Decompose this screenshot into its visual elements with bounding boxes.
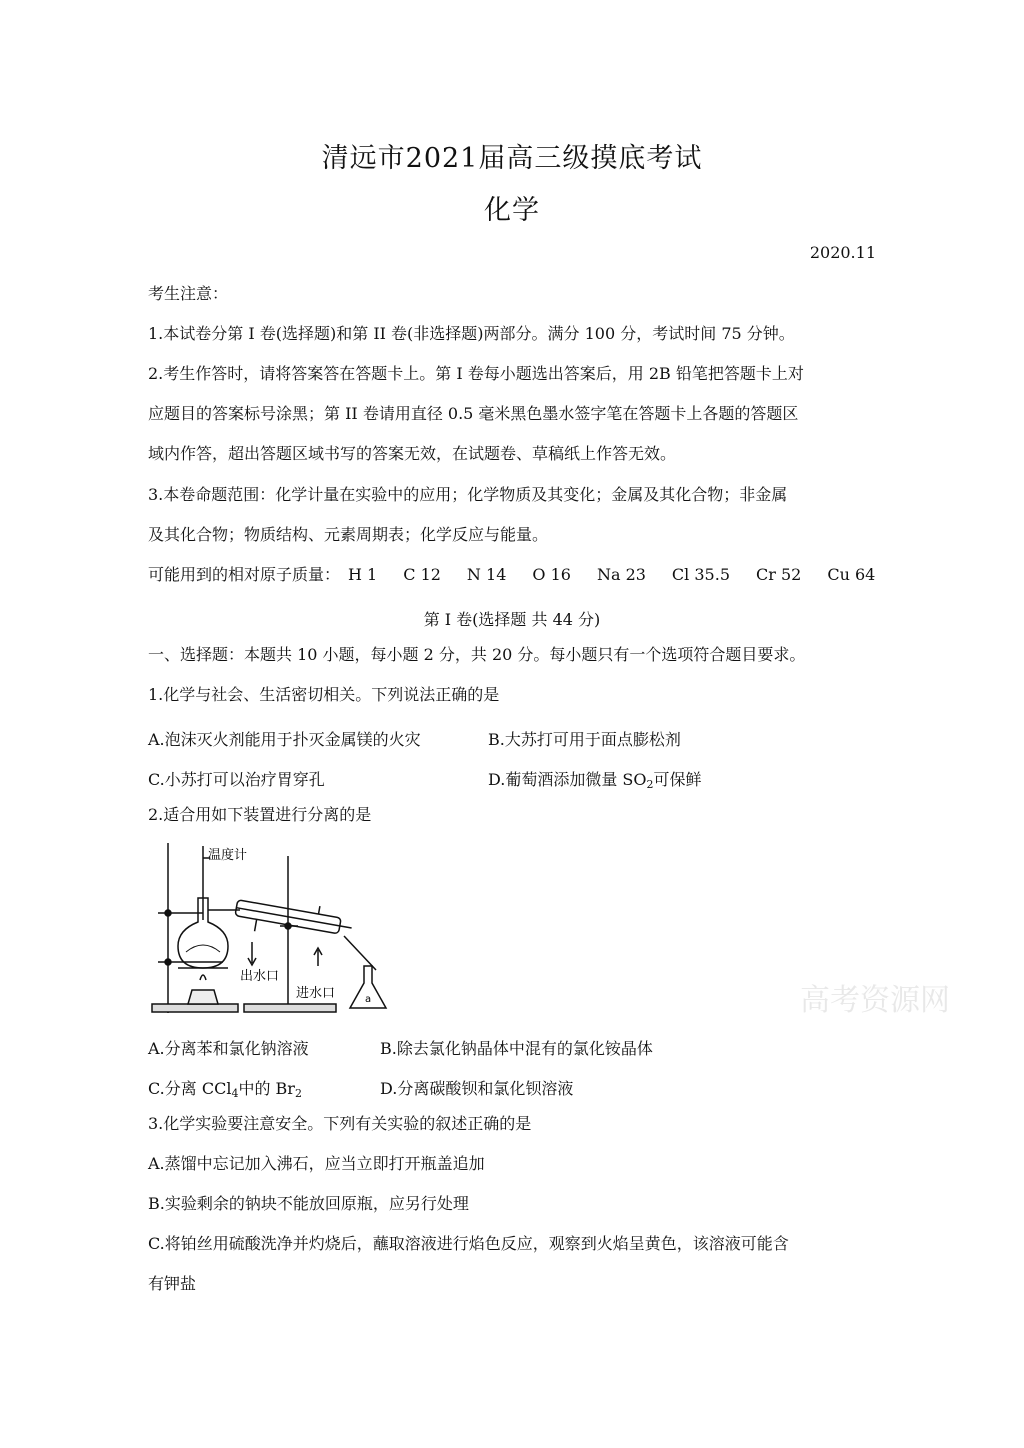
notice-heading: 考生注意：	[148, 284, 229, 303]
q1-option-c: C.小苏打可以治疗胃穿孔	[148, 770, 325, 789]
atomic-mass: Cr 52	[756, 565, 802, 584]
question-1-stem: 1.化学与社会、生活密切相关。下列说法正确的是	[148, 685, 500, 704]
atomic-mass: N 14	[466, 565, 507, 584]
flask-label: a	[365, 994, 372, 1005]
exam-title: 清远市2021届高三级摸底考试	[321, 143, 703, 174]
exam-date: 2020.11	[809, 243, 876, 262]
q2-option-b: B.除去氯化钠晶体中混有的氯化铵晶体	[380, 1039, 653, 1058]
water-inlet-label: 进水口	[296, 986, 336, 1001]
notice-item: 域内作答，超出答题区域书写的答案无效，在试题卷、草稿纸上作答无效。	[148, 444, 677, 463]
atomic-mass-label: 可能用到的相对原子质量：	[148, 565, 341, 584]
q1-option-d: D.葡萄酒添加微量 $SO_2$可保鲜	[488, 770, 702, 791]
distillation-apparatus-figure	[148, 838, 388, 1020]
q2-option-a: A.分离苯和氯化钠溶液	[148, 1039, 309, 1058]
q3-option-a: A.蒸馏中忘记加入沸石，应当立即打开瓶盖追加	[148, 1154, 485, 1173]
notice-item: 及其化合物；物质结构、元素周期表；化学反应与能量。	[148, 525, 549, 544]
atomic-mass: Na 23	[596, 565, 646, 584]
atomic-mass: C 12	[403, 565, 441, 584]
q3-option-b: B.实验剩余的钠块不能放回原瓶，应另行处理	[148, 1194, 469, 1213]
notice-item: 2.考生作答时，请将答案答在答题卡上。第 I 卷每小题选出答案后，用 2B 铅笔把答题卡上对	[148, 364, 804, 383]
q2-option-d: D.分离碳酸钡和氯化钡溶液	[380, 1079, 574, 1098]
atomic-mass: Cl 35.5	[671, 565, 730, 584]
q1-option-b: B.大苏打可用于面点膨松剂	[488, 730, 681, 749]
question-2-stem: 2.适合用如下装置进行分离的是	[148, 805, 372, 824]
water-outlet-label: 出水口	[240, 969, 280, 984]
notice-item: 3.本卷命题范围：化学计量在实验中的应用；化学物质及其变化；金属及其化合物；非金属	[148, 485, 788, 504]
atomic-mass: O 16	[532, 565, 571, 584]
question-3-stem: 3.化学实验要注意安全。下列有关实验的叙述正确的是	[148, 1114, 532, 1133]
section-title: 第 I 卷(选择题 共 44 分)	[423, 610, 601, 629]
atomic-mass: Cu 64	[827, 565, 876, 584]
watermark: 高考资源网	[800, 983, 950, 1018]
thermometer-label: 温度计	[208, 848, 248, 863]
notice-item: 应题目的答案标号涂黑；第 II 卷请用直径 0.5 毫米黑色墨水签字笔在答题卡上各题的答题区	[148, 404, 799, 423]
section-instruction: 一、选择题：本题共 10 小题，每小题 2 分，共 20 分。每小题只有一个选项符合题目要求。	[148, 645, 806, 664]
q2-option-c: C.分离 CCl$_4$中的 $Br_2$	[148, 1079, 302, 1100]
subject-title: 化学	[484, 195, 540, 226]
notice-item: 1.本试卷分第 I 卷(选择题)和第 II 卷(非选择题)两部分。满分 100 分，考试时间 75 分钟。	[148, 324, 795, 343]
atomic-mass: H 1	[348, 565, 378, 584]
atomic-mass-line	[148, 567, 875, 583]
q1-option-a: A.泡沫灭火剂能用于扑灭金属镁的火灾	[148, 730, 421, 749]
q3-option-c: C.将铂丝用硫酸洗净并灼烧后，蘸取溶液进行焰色反应，观察到火焰呈黄色，该溶液可能含	[148, 1234, 789, 1253]
q3-option-c-continued: 有钾盐	[148, 1274, 197, 1293]
